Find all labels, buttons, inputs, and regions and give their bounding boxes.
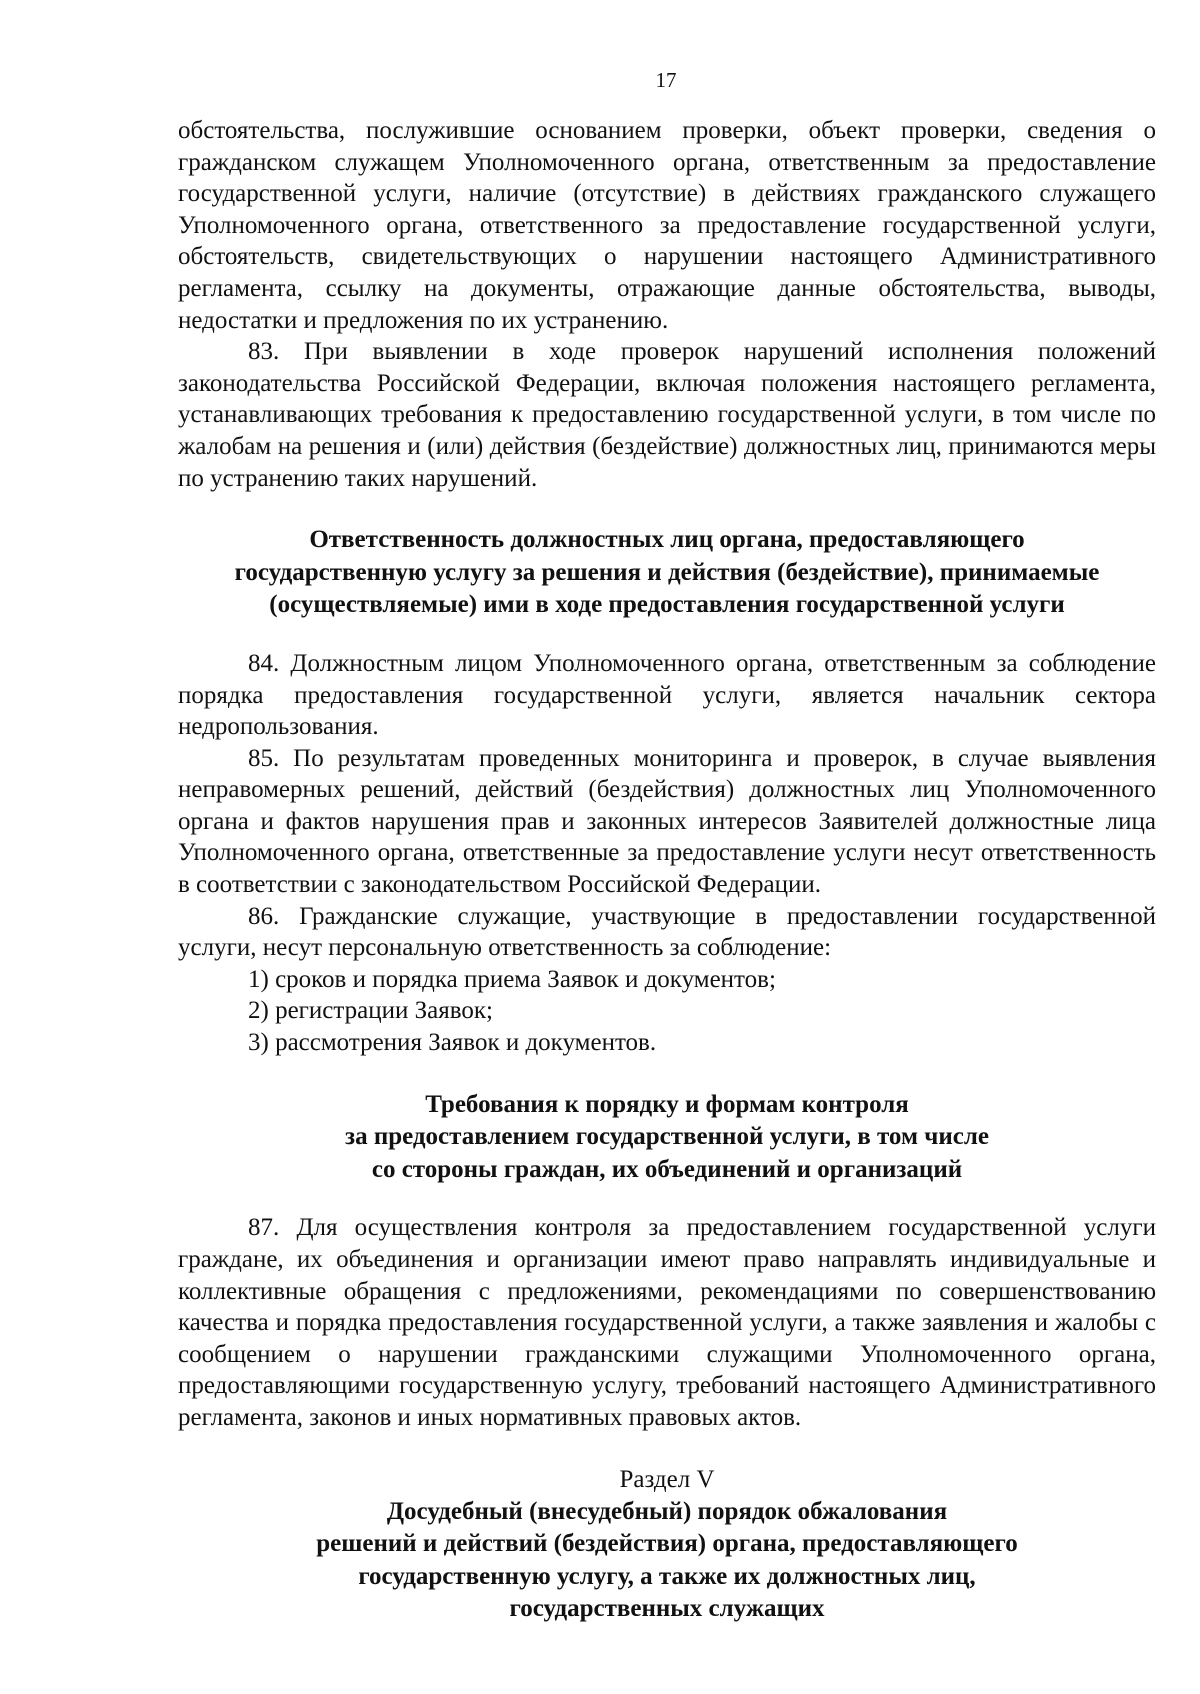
heading-responsibility [178,524,1156,622]
list-item-1: 1) сроков и порядка приема Заявок и документов; [248,965,776,993]
spacer [178,622,1156,648]
heading-line: Ответственность должностных лиц органа, предоставляющего [309,526,1025,554]
heading-line: государственную услугу, а также их должностных лиц, [358,1562,976,1590]
heading-control [178,1089,1156,1187]
heading-line: (осуществляемые) ими в ходе предоставления государственной услуги [269,591,1065,619]
heading-section-v [178,1496,1156,1626]
paragraph-continuation: обстоятельства, послужившие основанием проверки, объект проверки, сведения о гражданском служащем Уполномоченного органа, ответственным за предоставление государственной услуги, наличие (отсутствие) в действиях гражданского служащего Уполномоченного органа, ответственного за предоставление государственной услуги, обстоятельств, свидетельствующих о нарушении настоящего Административного регламента, ссылку на документы, отражающие данные обстоятельства, выводы, недостатки и предложения по их устранению. [178,117,1156,334]
heading-line: государственных служащих [509,1595,825,1623]
paragraph-86: 86. Гражданские служащие, участвующие в предоставлении государственной услуги, несут персональную ответственность за соблюдение: [178,902,1156,962]
paragraph-84: 84. Должностным лицом Уполномоченного органа, ответственным за соблюдение порядка предоставления государственной услуги, является начальник сектора недропользования. [178,649,1156,741]
heading-line: Досудебный (внесудебный) порядок обжалования [386,1497,948,1525]
list-item-3: 3) рассмотрения Заявок и документов. [248,1029,657,1057]
paragraph-87: 87. Для осуществления контроля за предоставлением государственной услуги граждане, их объединения и организации имеют право направлять индивидуальные и коллективные обращения с предложениями, рекомендациями по совершенствованию качества и порядка предоставления государственной услуги, а также заявления и жалобы с сообщением о нарушении гражданскими служащими Уполномоченного органа, предоставляющими государственную услугу, требований настоящего Административного регламента, законов и иных нормативных правовых актов. [178,1214,1156,1431]
spacer [178,1059,1156,1089]
heading-line: государственную услугу за решения и действия (бездействие), принимаемые [234,558,1100,586]
heading-line: со стороны граждан, их объединений и организаций [371,1155,963,1183]
list-item-2: 2) регистрации Заявок; [248,997,493,1025]
heading-line: за предоставлением государственной услуги, в том числе [345,1123,989,1151]
spacer [178,1434,1156,1464]
heading-line: Требования к порядку и формам контроля [425,1090,909,1118]
heading-line: решений и действий (бездействия) органа, предоставляющего [316,1530,1018,1558]
paragraph-83: 83. При выявлении в ходе проверок нарушений исполнения положений законодательства Российской Федерации, включая положения настоящего регламента, устанавливающих требования к предоставлению государственной услуги, в том числе по жалобам на решения и (или) действия (бездействие) должностных лиц, принимаются меры по устранению таких нарушений. [178,338,1156,492]
page-number: 17 [655,68,677,92]
paragraph-85: 85. По результатам проведенных мониторинга и проверок, в случае выявления неправомерных решений, действий (бездействия) должностных лиц Уполномоченного органа и фактов нарушения прав и законных интересов Заявителей должностные лица Уполномоченного органа, ответственные за предоставление услуги несут ответственность в соответствии с законодательством Российской Федерации. [178,744,1156,899]
spacer [178,494,1156,524]
spacer [178,1186,1156,1212]
document-body [178,115,1156,1626]
section-label: Раздел V [619,1465,715,1493]
